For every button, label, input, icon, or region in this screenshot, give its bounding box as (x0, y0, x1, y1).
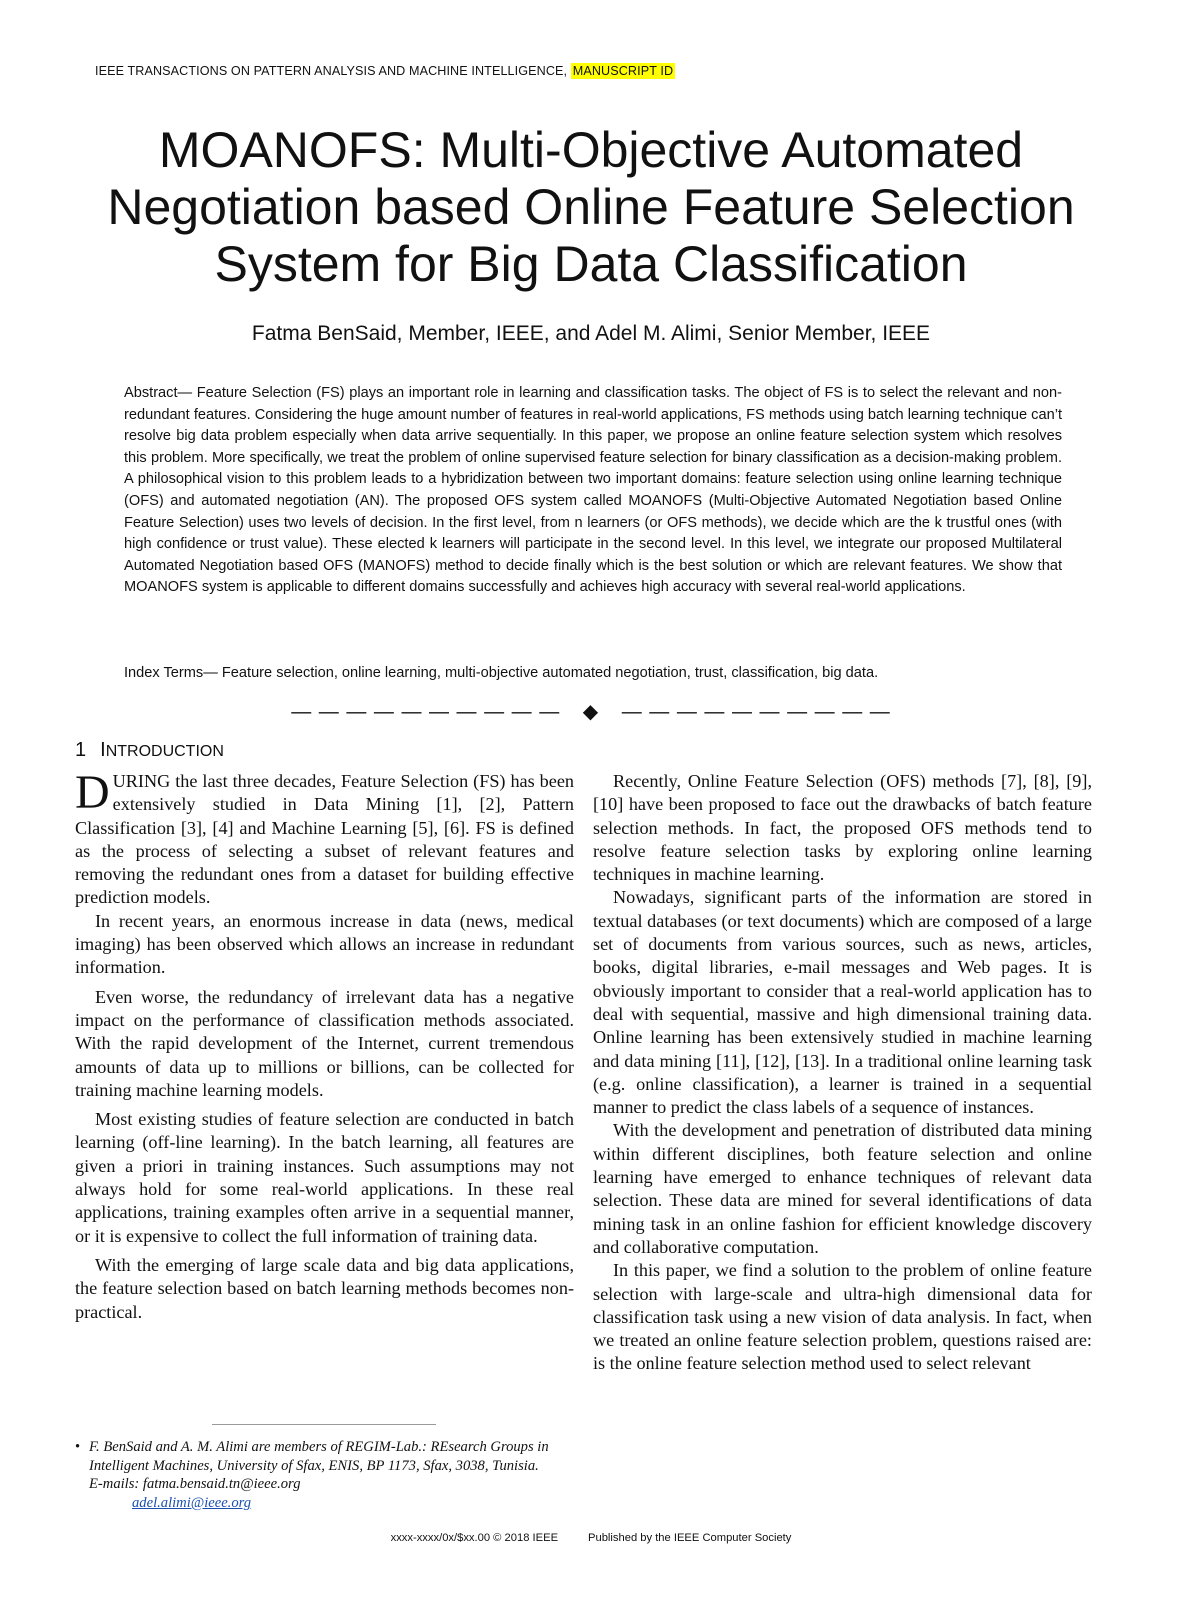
footnote-email-2-link[interactable]: adel.alimi@ieee.org (132, 1494, 252, 1511)
footnote (75, 1438, 574, 1512)
title-line-1: MOANOFS: Multi-Objective Automated (158, 122, 1024, 178)
copyright-code: xxxx-xxxx/0x/$xx.00 © 2018 IEEE (390, 1532, 559, 1544)
section-title: NTRODUCTION (105, 743, 224, 760)
right-column (593, 770, 1092, 1376)
index-terms-text: — Feature selection, online learning, multi-objective automated negotiation, trust, classification, big data. (203, 665, 879, 681)
section-initial: I (100, 739, 106, 761)
abstract-label: Abstract (124, 385, 178, 401)
left-column (75, 766, 574, 1324)
manuscript-id-highlight: MANUSCRIPT ID (572, 64, 674, 78)
footnote-affiliation: F. BenSaid and A. M. Alimi are members of REGIM-Lab.: REsearch Groups in Intelligent Machines, University of Sfax, ENIS, BP 1173, Sfax, 3038, Tunisia. (89, 1439, 549, 1474)
journal-header (95, 64, 675, 78)
index-terms (124, 663, 1062, 685)
paper-title (40, 122, 1142, 293)
footnote-bullet: • (75, 1439, 81, 1455)
publisher-line: Published by the IEEE Computer Society (588, 1532, 792, 1544)
paragraph: Nowadays, significant parts of the information are stored in textual databases (or text documents) which are composed of a large set of documents from various sources, such as news, articles, books, digital libraries, e-mail messages and Web pages. It is obviously important to consider that a real-world application has to deal with sequential, massive and high dimensional training data. Online learning has been extensively studied in machine learning and data mining [11], [12], [13]. In a traditional online learning task (e.g. online classification), a learner is trained in a sequential manner to predict the class labels of a sequence of instances. (593, 887, 1092, 1118)
drop-cap: D (75, 766, 110, 819)
section-divider (0, 699, 1182, 724)
abstract-text: — Feature Selection (FS) plays an important role in learning and classification tasks. The object of FS is to select the relevant and non-redundant features. Considering the huge amount number of features in real-world applications, FS methods using batch learning technique can’t resolve big data problem especially when data arrive sequentially. In this paper, we propose an online feature selection system which resolves this problem. More specifically, we treat the problem of online supervised feature selection for binary classification as a decision-making problem. A philosophical vision to this problem leads to a hybridization between two important domains: feature selection using online learning technique (OFS) and automated negotiation (AN). The proposed OFS system called MOANOFS (Multi-Objective Automated Negotiation based Online Feature Selection) uses two levels of decision. In the first level, from n learners (or OFS methods), we decide which are the k trustful ones (with high confidence or trust value). These elected k learners will participate in the second level. In this level, we integrate our proposed Multilateral Automated Negotiation based OFS (MANOFS) method to decide finally which is the best solution or which are relevant features. We show that MOANOFS system is applicable to different domains successfully and achieves high accuracy with several real-world applications. (124, 385, 1062, 596)
paragraph: DURING the last three decades, Feature Selection (FS) has been extensively studied in Data Mining [1], [2], Pattern Classification [3], [4] and Machine Learning [5], [6]. FS is defined as the process of selecting a subset of relevant features and removing the redundant ones from a dataset for building effective prediction models. (75, 766, 574, 908)
page-footer (0, 1532, 1182, 1544)
footnote-email-1: E-mails: fatma.bensaid.tn@ieee.org (89, 1476, 301, 1493)
paragraph: With the emerging of large scale data and big data applications, the feature selection based on batch learning methods becomes non-practical. (75, 1254, 574, 1322)
section-number: 1 (75, 739, 87, 761)
paragraph: With the development and penetration of distributed data mining within different disciplines, both feature selection and online learning have emerged to enhance techniques of relevant data selection. These data are mined for several identifications of data mining task in an online fashion for efficient knowledge discovery and collaborative computation. (593, 1120, 1092, 1257)
paragraph: Recently, Online Feature Selection (OFS) methods [7], [8], [9], [10] have been proposed to face out the drawbacks of batch feature selection methods. In fact, the proposed OFS methods tend to resolve feature selection tasks by exploring online learning techniques in machine learning. (593, 771, 1092, 885)
divider-dashes-right: — — — — — — — — — — (621, 701, 891, 723)
title-line-3: System for Big Data Classification (214, 236, 968, 292)
divider-dashes-left: — — — — — — — — — — (291, 701, 561, 723)
footnote-rule (212, 1424, 436, 1425)
authors: Fatma BenSaid, Member, IEEE, and Adel M. Alimi, Senior Member, IEEE (251, 322, 931, 345)
title-line-2: Negotiation based Online Feature Selection (107, 179, 1075, 235)
paragraph: In recent years, an enormous increase in data (news, medical imaging) has been observed which allows an increase in redundant information. (75, 910, 574, 978)
section-heading (75, 739, 224, 762)
index-terms-label: Index Terms (124, 665, 204, 681)
paragraph: In this paper, we find a solution to the problem of online feature selection with large-scale and ultra-high dimensional data for classification task using a new vision of data analysis. In fact, when we treated an online feature selection problem, questions raised are: is the online feature selection method used to select relevant (593, 1260, 1092, 1374)
paragraph: Most existing studies of feature selection are conducted in batch learning (off-line learning). In the batch learning, all features are given a priori in training instances. Such assumptions may not always hold for some real-world applications. In these real applications, training examples often arrive in a sequential manner, or it is expensive to collect the full information of training data. (75, 1109, 574, 1246)
diamond-icon: ◆ (582, 701, 600, 723)
journal-name: IEEE TRANSACTIONS ON PATTERN ANALYSIS AND MACHINE INTELLIGENCE, (95, 64, 568, 78)
paragraph: Even worse, the redundancy of irrelevant data has a negative impact on the performance of classification methods associated. With the rapid development of the Internet, current tremendous amounts of data up to millions or billions, can be collected for training machine learning models. (75, 986, 574, 1100)
abstract (124, 383, 1062, 599)
